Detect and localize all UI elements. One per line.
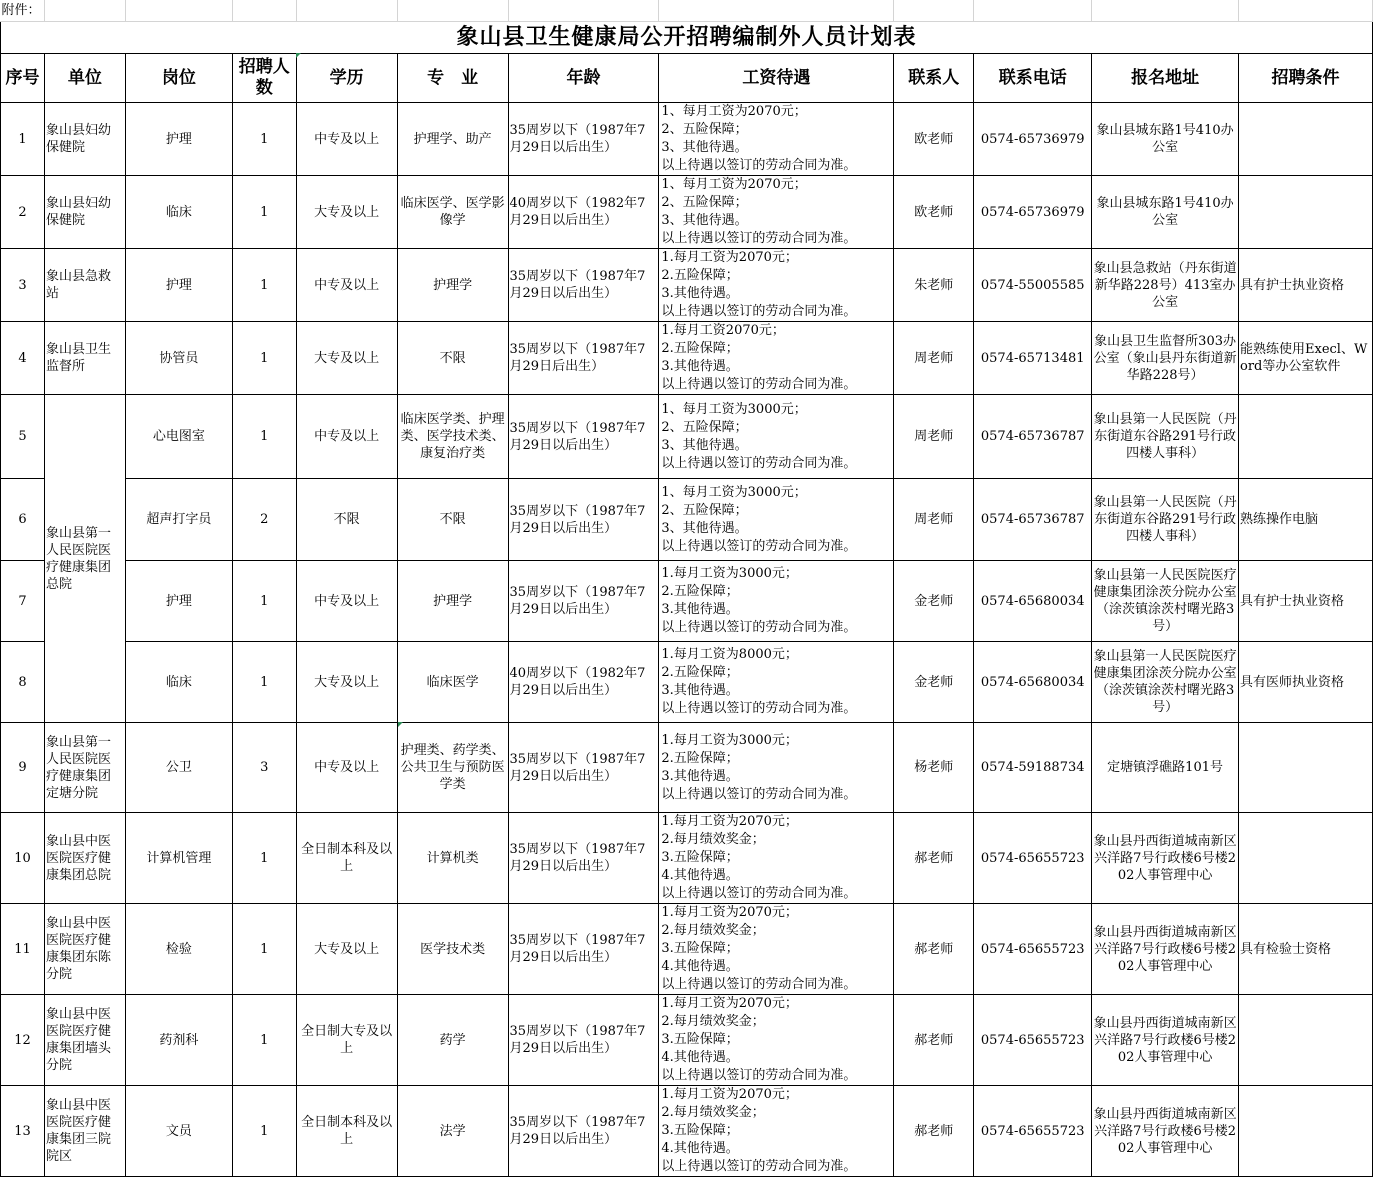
wage-line: 3、其他待遇。 — [661, 437, 748, 453]
cell-unit[interactable]: 象山县急救站 — [44, 249, 125, 322]
cell-contact[interactable]: 郝老师 — [894, 1086, 974, 1177]
wage-line: 1.每月工资为8000元； — [661, 647, 798, 662]
cell-wage[interactable] — [659, 249, 894, 322]
cell-wage[interactable] — [659, 723, 894, 813]
cell-unit[interactable]: 象山县妇幼保健院 — [44, 103, 125, 176]
table-row — [1, 642, 1373, 723]
cell-contact[interactable]: 金老师 — [894, 642, 974, 723]
cell-seq[interactable]: 2 — [1, 176, 45, 249]
wage-line: 以上待遇以签订的劳动合同为准。 — [661, 455, 857, 471]
cell-condition[interactable] — [1239, 395, 1373, 479]
header-age[interactable]: 年龄 — [508, 54, 659, 103]
cell-phone[interactable]: 0574-65736979 — [974, 103, 1092, 176]
blank-cell[interactable] — [508, 0, 659, 22]
wage-line: 以上待遇以签订的劳动合同为准。 — [661, 977, 857, 992]
blank-cell[interactable] — [659, 0, 894, 22]
cell-position[interactable]: 临床 — [125, 176, 232, 249]
wage-line: 4.其他待遇。 — [661, 1050, 739, 1065]
cell-contact[interactable]: 欧老师 — [894, 176, 974, 249]
table-row — [1, 479, 1373, 561]
wage-line: 1.每月工资为2070元； — [661, 814, 798, 829]
cell-count[interactable]: 1 — [232, 1086, 296, 1177]
wage-line: 1.每月工资为3000元； — [661, 732, 798, 748]
wage-line: 3.五险保障； — [661, 850, 739, 865]
cell-contact[interactable]: 郝老师 — [894, 904, 974, 995]
wage-line: 2.每月绩效奖金； — [661, 1105, 765, 1120]
table-row — [1, 1086, 1373, 1177]
cell-contact[interactable]: 朱老师 — [894, 249, 974, 322]
cell-condition[interactable]: 具有检验士资格 — [1239, 904, 1373, 995]
cell-unit[interactable]: 象山县中医医院医疗健康集团东陈分院 — [44, 904, 125, 995]
cell-major[interactable]: 护理学 — [397, 561, 508, 642]
title-row — [1, 22, 1373, 54]
wage-line: 3.其他待遇。 — [661, 359, 739, 374]
cell-age[interactable]: 35周岁以下（1987年7月29日以后出生） — [508, 479, 659, 561]
cell-age[interactable]: 35周岁以下（1987年7月29日以后出生） — [508, 904, 659, 995]
cell-education[interactable]: 不限 — [296, 479, 397, 561]
cell-address[interactable]: 象山县城东路1号410办公室 — [1092, 103, 1239, 176]
cell-education[interactable]: 大专及以上 — [296, 176, 397, 249]
cell-condition[interactable] — [1239, 1086, 1373, 1177]
wage-line: 3.其他待遇。 — [661, 683, 739, 698]
header-education[interactable]: 学历 — [296, 54, 397, 103]
cell-wage[interactable] — [659, 395, 894, 479]
table-row — [1, 561, 1373, 642]
cell-seq[interactable]: 3 — [1, 249, 45, 322]
cell-address[interactable]: 象山县丹西街道城南新区兴洋路7号行政楼6号楼202人事管理中心 — [1092, 1086, 1239, 1177]
cell-age[interactable]: 40周岁以下（1982年7月29日以后出生） — [508, 176, 659, 249]
cell-age[interactable]: 35周岁以下（1987年7月29日以后出生） — [508, 103, 659, 176]
header-wage[interactable]: 工资待遇 — [659, 54, 894, 103]
header-unit[interactable]: 单位 — [44, 54, 125, 103]
cell-education[interactable]: 大专及以上 — [296, 322, 397, 395]
blank-cell[interactable] — [296, 0, 397, 22]
table-row — [1, 103, 1373, 176]
cell-position[interactable]: 协管员 — [125, 322, 232, 395]
wage-line: 以上待遇以签订的劳动合同为准。 — [661, 231, 857, 246]
cell-address[interactable]: 象山县第一人民医院（丹东街道东谷路291号行政四楼人事科） — [1092, 479, 1239, 561]
cell-condition[interactable]: 具有护士执业资格 — [1239, 561, 1373, 642]
cell-seq[interactable]: 10 — [1, 813, 45, 904]
cell-age[interactable]: 40周岁以下（1982年7月29日以后出生） — [508, 642, 659, 723]
cell-count[interactable]: 1 — [232, 249, 296, 322]
annex-row — [1, 0, 1373, 22]
cell-position[interactable]: 护理 — [125, 561, 232, 642]
cell-contact[interactable]: 周老师 — [894, 479, 974, 561]
wage-line: 2.五险保障； — [661, 584, 739, 599]
cell-contact[interactable]: 周老师 — [894, 322, 974, 395]
cell-position[interactable]: 心电图室 — [125, 395, 232, 479]
cell-count[interactable]: 1 — [232, 995, 296, 1086]
cell-education[interactable]: 全日制本科及以上 — [296, 1086, 397, 1177]
wage-line: 1、每月工资为3000元； — [661, 484, 807, 500]
cell-position[interactable]: 超声打字员 — [125, 479, 232, 561]
wage-line: 3、其他待遇。 — [661, 213, 748, 228]
cell-condition[interactable] — [1239, 176, 1373, 249]
wage-line: 3.其他待遇。 — [661, 602, 739, 617]
wage-line: 以上待遇以签订的劳动合同为准。 — [661, 158, 857, 173]
cell-seq[interactable]: 6 — [1, 479, 45, 561]
cell-seq[interactable]: 8 — [1, 642, 45, 723]
cell-education[interactable]: 全日制大专及以上 — [296, 995, 397, 1086]
annex-label[interactable]: 附件： — [1, 0, 45, 22]
header-seq[interactable]: 序号 — [1, 54, 45, 103]
header-address[interactable]: 报名地址 — [1092, 54, 1239, 103]
cell-phone[interactable]: 0574-65736787 — [974, 479, 1092, 561]
wage-line: 4.其他待遇。 — [661, 959, 739, 974]
cell-contact[interactable]: 郝老师 — [894, 813, 974, 904]
cell-condition[interactable] — [1239, 995, 1373, 1086]
wage-line: 4.其他待遇。 — [661, 868, 739, 883]
header-phone[interactable]: 联系电话 — [974, 54, 1092, 103]
wage-line: 2、五险保障； — [661, 195, 748, 210]
wage-line: 1.每月工资为2070元； — [661, 996, 798, 1011]
cell-contact[interactable]: 杨老师 — [894, 723, 974, 813]
blank-cell[interactable] — [974, 0, 1092, 22]
wage-line: 1.每月工资为2070元； — [661, 1087, 798, 1102]
cell-unit[interactable]: 象山县第一人民医院医疗健康集团总院 — [44, 395, 125, 723]
cell-major[interactable]: 不限 — [397, 479, 508, 561]
cell-phone[interactable]: 0574-65713481 — [974, 322, 1092, 395]
cell-unit[interactable]: 象山县卫生监督所 — [44, 322, 125, 395]
cell-major[interactable]: 医学技术类 — [397, 904, 508, 995]
cell-position[interactable]: 文员 — [125, 1086, 232, 1177]
table-row — [1, 723, 1373, 813]
cell-education[interactable]: 中专及以上 — [296, 395, 397, 479]
cell-unit[interactable]: 象山县中医医院医疗健康集团总院 — [44, 813, 125, 904]
cell-phone[interactable]: 0574-55005585 — [974, 249, 1092, 322]
cell-education[interactable]: 大专及以上 — [296, 642, 397, 723]
cell-count[interactable]: 1 — [232, 561, 296, 642]
cell-seq[interactable]: 11 — [1, 904, 45, 995]
header-major[interactable]: 专 业 — [397, 54, 508, 103]
cell-position[interactable]: 临床 — [125, 642, 232, 723]
cell-contact[interactable]: 欧老师 — [894, 103, 974, 176]
wage-line: 以上待遇以签订的劳动合同为准。 — [661, 1068, 857, 1083]
cell-age[interactable]: 35周岁以下（1987年7月29日以后出生） — [508, 995, 659, 1086]
cell-phone[interactable]: 0574-59188734 — [974, 723, 1092, 813]
wage-line: 2.五险保障； — [661, 268, 739, 283]
wage-line: 2.五险保障； — [661, 750, 739, 766]
cell-count[interactable]: 1 — [232, 813, 296, 904]
wage-line: 3.五险保障； — [661, 1032, 739, 1047]
cell-count[interactable]: 2 — [232, 479, 296, 561]
cell-phone[interactable]: 0574-65655723 — [974, 1086, 1092, 1177]
cell-wage[interactable] — [659, 1086, 894, 1177]
cell-education[interactable]: 中专及以上 — [296, 723, 397, 813]
wage-line: 3、其他待遇。 — [661, 520, 748, 536]
cell-wage[interactable] — [659, 103, 894, 176]
cell-major[interactable]: 药学 — [397, 995, 508, 1086]
cell-contact[interactable]: 周老师 — [894, 395, 974, 479]
comment-marker — [296, 53, 301, 58]
wage-line: 以上待遇以签订的劳动合同为准。 — [661, 886, 857, 901]
cell-wage[interactable] — [659, 642, 894, 723]
cell-position[interactable]: 计算机管理 — [125, 813, 232, 904]
cell-phone[interactable]: 0574-65655723 — [974, 995, 1092, 1086]
cell-condition[interactable]: 能熟练使用Execl、Word等办公室软件 — [1239, 322, 1373, 395]
cell-phone[interactable]: 0574-65736979 — [974, 176, 1092, 249]
wage-line: 以上待遇以签订的劳动合同为准。 — [661, 1159, 857, 1174]
cell-condition[interactable]: 熟练操作电脑 — [1239, 479, 1373, 561]
wage-line: 以上待遇以签订的劳动合同为准。 — [661, 304, 857, 319]
header-position[interactable]: 岗位 — [125, 54, 232, 103]
cell-major[interactable]: 护理学、助产 — [397, 103, 508, 176]
cell-count[interactable]: 1 — [232, 103, 296, 176]
wage-line: 1、每月工资为3000元； — [661, 401, 807, 417]
wage-line: 3、其他待遇。 — [661, 140, 748, 155]
cell-address[interactable]: 定塘镇浮礁路101号 — [1092, 723, 1239, 813]
blank-cell[interactable] — [397, 0, 508, 22]
blank-cell[interactable] — [894, 0, 974, 22]
cell-wage[interactable] — [659, 995, 894, 1086]
cell-phone[interactable]: 0574-65680034 — [974, 642, 1092, 723]
cell-age[interactable]: 35周岁以下（1987年7月29日后出生） — [508, 322, 659, 395]
cell-count[interactable]: 1 — [232, 395, 296, 479]
cell-address[interactable]: 象山县城东路1号410办公室 — [1092, 176, 1239, 249]
cell-phone[interactable]: 0574-65736787 — [974, 395, 1092, 479]
cell-education[interactable]: 中专及以上 — [296, 103, 397, 176]
comment-marker — [398, 722, 403, 727]
wage-line: 2.每月绩效奖金； — [661, 1014, 765, 1029]
cell-unit[interactable]: 象山县妇幼保健院 — [44, 176, 125, 249]
cell-wage[interactable] — [659, 176, 894, 249]
wage-line: 2、五险保障； — [661, 502, 748, 518]
cell-age[interactable]: 35周岁以下（1987年7月29日以后出生） — [508, 395, 659, 479]
cell-age[interactable]: 35周岁以下（1987年7月29日以后出生） — [508, 723, 659, 813]
cell-major[interactable]: 临床医学、医学影像学 — [397, 176, 508, 249]
cell-major[interactable]: 护理学 — [397, 249, 508, 322]
wage-line: 以上待遇以签订的劳动合同为准。 — [661, 701, 857, 716]
cell-wage[interactable] — [659, 322, 894, 395]
cell-unit[interactable]: 象山县中医医院医疗健康集团墙头分院 — [44, 995, 125, 1086]
wage-line: 1.每月工资为2070元； — [661, 250, 798, 265]
wage-line: 3.其他待遇。 — [661, 768, 739, 784]
wage-line: 2、五险保障； — [661, 122, 748, 137]
cell-education[interactable]: 中专及以上 — [296, 561, 397, 642]
table-row — [1, 322, 1373, 395]
cell-unit[interactable]: 象山县中医医院医疗健康集团三院院区 — [44, 1086, 125, 1177]
cell-education[interactable]: 大专及以上 — [296, 904, 397, 995]
wage-line: 1.每月工资为3000元； — [661, 566, 798, 581]
cell-wage[interactable] — [659, 561, 894, 642]
cell-wage[interactable] — [659, 904, 894, 995]
cell-contact[interactable]: 金老师 — [894, 561, 974, 642]
cell-address[interactable]: 象山县丹西街道城南新区兴洋路7号行政楼6号楼202人事管理中心 — [1092, 813, 1239, 904]
cell-wage[interactable] — [659, 813, 894, 904]
cell-seq[interactable]: 4 — [1, 322, 45, 395]
table-row — [1, 813, 1373, 904]
cell-condition[interactable] — [1239, 723, 1373, 813]
blank-cell[interactable] — [1239, 0, 1373, 22]
table-row — [1, 249, 1373, 322]
wage-line: 2.每月绩效奖金； — [661, 832, 765, 847]
cell-address[interactable]: 象山县急救站（丹东街道新华路228号）413室办公室 — [1092, 249, 1239, 322]
wage-line: 2.五险保障； — [661, 665, 739, 680]
cell-age[interactable]: 35周岁以下（1987年7月29日以后出生） — [508, 561, 659, 642]
cell-position[interactable]: 公卫 — [125, 723, 232, 813]
wage-line: 以上待遇以签订的劳动合同为准。 — [661, 538, 857, 554]
wage-line: 2、五险保障； — [661, 419, 748, 435]
cell-education[interactable]: 中专及以上 — [296, 249, 397, 322]
cell-phone[interactable]: 0574-65655723 — [974, 904, 1092, 995]
cell-condition[interactable]: 具有护士执业资格 — [1239, 249, 1373, 322]
cell-count[interactable]: 3 — [232, 723, 296, 813]
wage-line: 以上待遇以签订的劳动合同为准。 — [661, 377, 857, 392]
wage-line: 3.五险保障； — [661, 941, 739, 956]
wage-line: 4.其他待遇。 — [661, 1141, 739, 1156]
cell-address[interactable]: 象山县第一人民医院医疗健康集团涂茨分院办公室（涂茨镇涂茨村曙光路3号） — [1092, 561, 1239, 642]
cell-phone[interactable]: 0574-65680034 — [974, 561, 1092, 642]
blank-cell[interactable] — [44, 0, 125, 22]
cell-phone[interactable]: 0574-65655723 — [974, 813, 1092, 904]
cell-age[interactable]: 35周岁以下（1987年7月29日以后出生） — [508, 813, 659, 904]
cell-position[interactable]: 检验 — [125, 904, 232, 995]
wage-line: 3.其他待遇。 — [661, 286, 739, 301]
cell-condition[interactable] — [1239, 103, 1373, 176]
wage-line: 1、每月工资为2070元； — [661, 104, 807, 119]
wage-line: 1.每月工资2070元； — [661, 323, 785, 338]
cell-major[interactable]: 临床医学类、护理类、医学技术类、康复治疗类 — [397, 395, 508, 479]
cell-seq[interactable]: 13 — [1, 1086, 45, 1177]
wage-line: 3.五险保障； — [661, 1123, 739, 1138]
cell-count[interactable]: 1 — [232, 904, 296, 995]
wage-line: 以上待遇以签订的劳动合同为准。 — [661, 786, 857, 802]
blank-cell[interactable] — [1092, 0, 1239, 22]
cell-seq[interactable]: 5 — [1, 395, 45, 479]
table-row — [1, 995, 1373, 1086]
cell-seq[interactable]: 7 — [1, 561, 45, 642]
blank-cell[interactable] — [232, 0, 296, 22]
cell-address[interactable]: 象山县丹西街道城南新区兴洋路7号行政楼6号楼202人事管理中心 — [1092, 904, 1239, 995]
cell-major[interactable]: 计算机类 — [397, 813, 508, 904]
table-row — [1, 176, 1373, 249]
cell-position[interactable]: 药剂科 — [125, 995, 232, 1086]
header-row — [1, 54, 1373, 103]
wage-line: 1.每月工资为2070元； — [661, 905, 798, 920]
table-row — [1, 395, 1373, 479]
cell-contact[interactable]: 郝老师 — [894, 995, 974, 1086]
cell-major[interactable]: 不限 — [397, 322, 508, 395]
cell-address[interactable]: 象山县第一人民医院医疗健康集团涂茨分院办公室（涂茨镇涂茨村曙光路3号） — [1092, 642, 1239, 723]
cell-age[interactable]: 35周岁以下（1987年7月29日以后出生） — [508, 1086, 659, 1177]
cell-wage[interactable] — [659, 479, 894, 561]
cell-position[interactable]: 护理 — [125, 103, 232, 176]
cell-education[interactable]: 全日制本科及以上 — [296, 813, 397, 904]
header-count[interactable]: 招聘人数 — [232, 54, 296, 103]
header-condition[interactable]: 招聘条件 — [1239, 54, 1373, 103]
cell-address[interactable]: 象山县卫生监督所303办公室（象山县丹东街道新华路228号） — [1092, 322, 1239, 395]
table-title[interactable]: 象山县卫生健康局公开招聘编制外人员计划表 — [1, 22, 1373, 54]
header-contact[interactable]: 联系人 — [894, 54, 974, 103]
cell-major[interactable]: 临床医学 — [397, 642, 508, 723]
cell-major[interactable]: 护理类、药学类、公共卫生与预防医学类 — [397, 723, 508, 813]
cell-address[interactable]: 象山县丹西街道城南新区兴洋路7号行政楼6号楼202人事管理中心 — [1092, 995, 1239, 1086]
wage-line: 1、每月工资为2070元； — [661, 177, 807, 192]
cell-count[interactable]: 1 — [232, 642, 296, 723]
cell-age[interactable]: 35周岁以下（1987年7月29日以后出生） — [508, 249, 659, 322]
cell-major[interactable]: 法学 — [397, 1086, 508, 1177]
cell-count[interactable]: 1 — [232, 322, 296, 395]
cell-seq[interactable]: 12 — [1, 995, 45, 1086]
cell-seq[interactable]: 1 — [1, 103, 45, 176]
cell-count[interactable]: 1 — [232, 176, 296, 249]
cell-seq[interactable]: 9 — [1, 723, 45, 813]
cell-position[interactable]: 护理 — [125, 249, 232, 322]
wage-line: 2.每月绩效奖金； — [661, 923, 765, 938]
cell-condition[interactable]: 具有医师执业资格 — [1239, 642, 1373, 723]
wage-line: 以上待遇以签订的劳动合同为准。 — [661, 620, 857, 635]
blank-cell[interactable] — [125, 0, 232, 22]
cell-unit[interactable]: 象山县第一人民医院医疗健康集团定塘分院 — [44, 723, 125, 813]
cell-condition[interactable] — [1239, 813, 1373, 904]
cell-address[interactable]: 象山县第一人民医院（丹东街道东谷路291号行政四楼人事科） — [1092, 395, 1239, 479]
wage-line: 2.五险保障； — [661, 341, 739, 356]
table-row — [1, 904, 1373, 995]
